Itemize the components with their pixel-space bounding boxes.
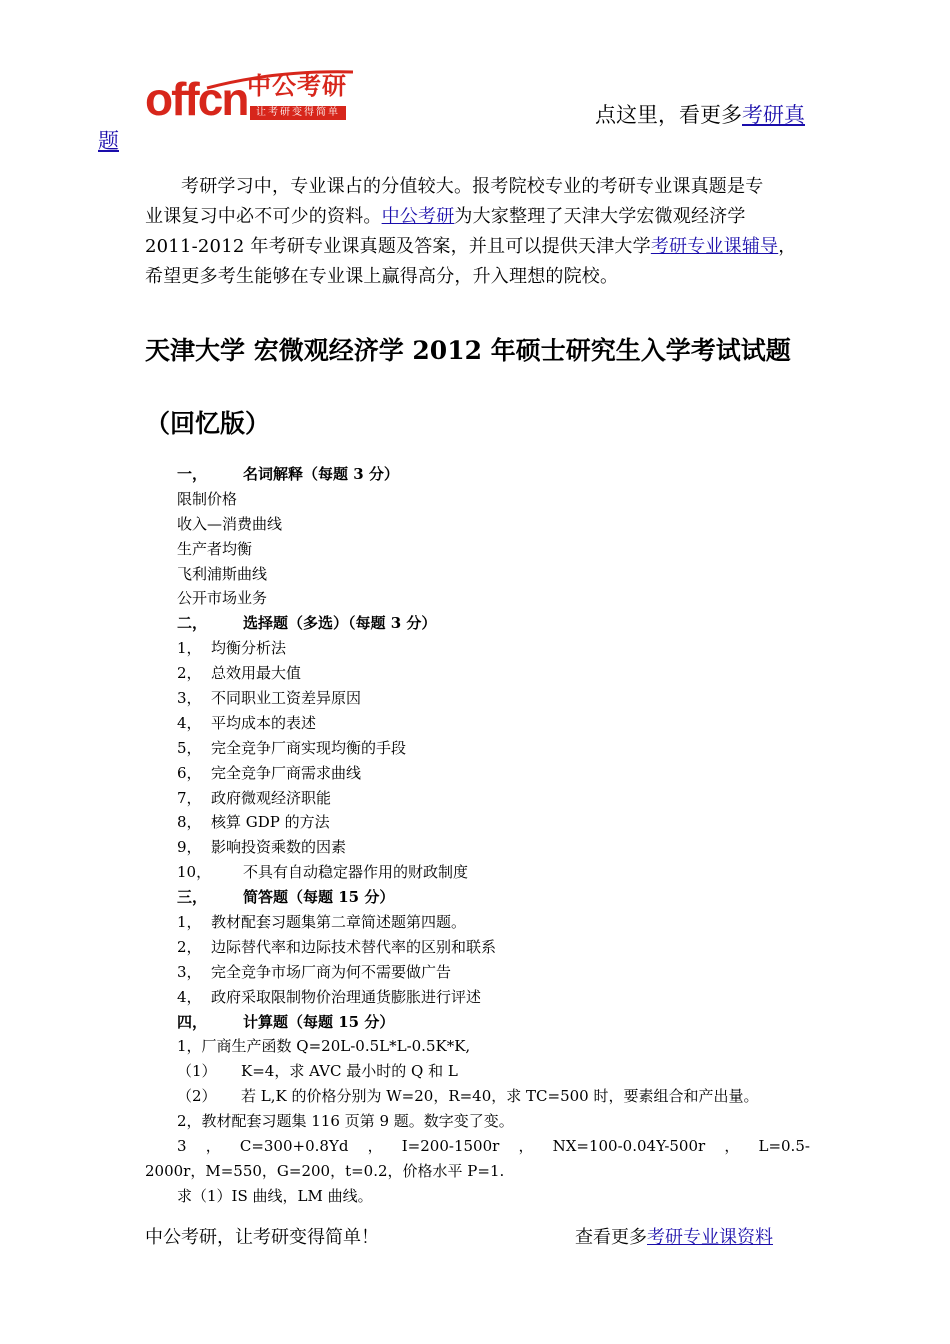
list-item <box>145 661 810 686</box>
item-text: 总效用最大值 <box>211 664 302 683</box>
item-number: 1， <box>177 913 202 932</box>
question-3 <box>145 1134 810 1159</box>
section-number: 三， <box>177 888 208 907</box>
exam-body <box>145 462 810 1209</box>
item-number: 2， <box>177 937 202 956</box>
question-1-part-1 <box>145 1059 810 1084</box>
page-subtitle: （回忆版） <box>145 409 271 438</box>
logo-slogan: 让考研变得简单 <box>250 106 346 120</box>
offcn-logo <box>145 68 355 124</box>
part-text: 若 L,K 的价格分别为 W=20，R=40，求 TC=500 时，要素组合和产出量。 <box>241 1087 759 1106</box>
q3-part: ， <box>518 1137 534 1156</box>
intro-paragraph <box>145 172 805 292</box>
item-number: 7， <box>177 788 202 807</box>
question-1: 1，厂商生产函数 Q=20L-0.5L*L-0.5K*K, <box>177 1037 471 1056</box>
item-text: 不具有自动稳定器作用的财政制度 <box>243 863 469 882</box>
logo-brand: offcn <box>145 73 248 125</box>
list-item <box>145 711 810 736</box>
part-text: K=4，求 AVC 最小时的 Q 和 L <box>241 1062 458 1081</box>
list-item <box>145 736 810 761</box>
item-number: 4， <box>177 713 202 732</box>
header-more-text-wrap <box>98 126 119 156</box>
header-more-text <box>595 100 805 130</box>
list-item: 限制价格 <box>177 489 238 508</box>
question-1-part-2 <box>145 1084 810 1109</box>
list-item: 公开市场业务 <box>177 589 268 608</box>
item-number: 6， <box>177 763 202 782</box>
item-number: 5， <box>177 738 202 757</box>
intro-text-e: ， <box>778 236 797 257</box>
offcn-link[interactable]: 中公考研 <box>381 206 455 227</box>
list-item <box>145 810 810 835</box>
item-text: 核算 GDP 的方法 <box>211 813 330 832</box>
section-heading-2 <box>145 611 810 636</box>
list-item <box>145 935 810 960</box>
intro-text-c: 为大家整理了天津大学宏微观经济学 <box>454 206 746 227</box>
item-text: 教材配套习题集第二章简述题第四题。 <box>211 913 467 932</box>
q3-part: 3 <box>177 1137 187 1156</box>
question-2: 2，教材配套习题集 116 页第 9 题。数字变了变。 <box>177 1112 514 1131</box>
footer-materials-link[interactable]: 考研专业课资料 <box>647 1227 773 1248</box>
item-number: 1， <box>177 639 202 658</box>
header-exam-link-cont[interactable]: 题 <box>98 129 119 153</box>
item-number: 3， <box>177 689 202 708</box>
item-text: 边际替代率和边际技术替代率的区别和联系 <box>211 937 497 956</box>
item-text: 影响投资乘数的因素 <box>211 838 347 857</box>
item-number: 2， <box>177 664 202 683</box>
question-3-ask: 求（1）IS 曲线，LM 曲线。 <box>177 1186 373 1205</box>
list-item: 收入—消费曲线 <box>177 514 283 533</box>
page-title: 天津大学 宏微观经济学 2012 年硕士研究生入学考试试题 <box>145 336 791 365</box>
intro-line-3 <box>145 232 805 262</box>
list-item <box>145 860 810 885</box>
section-number: 一， <box>177 465 208 483</box>
section-number: 二， <box>177 614 208 633</box>
part-number: （1） <box>177 1062 217 1081</box>
section-label: 计算题（每题 15 分） <box>243 1012 395 1031</box>
section-label: 简答题（每题 15 分） <box>243 888 395 907</box>
item-text: 平均成本的表述 <box>211 713 317 732</box>
list-item: 飞利浦斯曲线 <box>177 564 268 583</box>
section-label: 选择题（多选）（每题 3 分） <box>243 614 437 633</box>
item-text: 完全竞争厂商需求曲线 <box>211 763 362 782</box>
intro-text-a: 考研学习中，专业课占的分值较大。报考院校专业的考研专业课真题是专 <box>181 176 764 197</box>
list-item <box>145 835 810 860</box>
q3-part: NX=100-0.04Y-500r <box>552 1137 706 1156</box>
header-prefix: 点这里，看更多 <box>595 103 742 127</box>
item-number: 4， <box>177 987 202 1006</box>
item-text: 政府采取限制物价治理通货膨胀进行评述 <box>211 987 482 1006</box>
section-heading-3 <box>145 885 810 910</box>
list-item <box>145 636 810 661</box>
footer-more <box>575 1224 773 1252</box>
list-item <box>145 985 810 1010</box>
section-label: 名词解释（每题 3 分） <box>243 465 399 483</box>
section-heading-1 <box>145 462 810 487</box>
intro-text-d: 2011-2012 年考研专业课真题及答案，并且可以提供天津大学 <box>145 236 651 257</box>
item-text: 完全竞争厂商实现均衡的手段 <box>211 738 407 757</box>
list-item <box>145 761 810 786</box>
item-text: 均衡分析法 <box>211 639 287 658</box>
logo-name: 中公考研 <box>247 72 347 100</box>
part-number: （2） <box>177 1087 217 1106</box>
intro-line-4 <box>145 262 805 292</box>
intro-text-b: 业课复习中必不可少的资料。 <box>145 206 382 227</box>
intro-line-2 <box>145 202 805 232</box>
list-item <box>145 910 810 935</box>
q3-part: I=200-1500r <box>401 1137 500 1156</box>
footer-slogan: 中公考研，让考研变得简单！ <box>145 1227 379 1248</box>
item-text: 完全竞争市场厂商为何不需要做广告 <box>211 962 452 981</box>
q3-part: L=0.5- <box>758 1137 810 1156</box>
section-number: 四， <box>177 1012 208 1031</box>
item-number: 8， <box>177 813 202 832</box>
footer-more-prefix: 查看更多 <box>575 1227 647 1248</box>
tutoring-link[interactable]: 考研专业课辅导 <box>650 236 779 257</box>
list-item: 生产者均衡 <box>177 539 253 558</box>
intro-text-f: 希望更多考生能够在专业课上赢得高分，升入理想的院校。 <box>145 266 619 287</box>
item-number: 9， <box>177 838 202 857</box>
item-number: 10， <box>177 863 212 882</box>
header-exam-link[interactable]: 考研真 <box>742 103 805 127</box>
section-heading-4 <box>145 1010 810 1035</box>
q3-part: ， <box>205 1137 221 1156</box>
list-item <box>145 686 810 711</box>
list-item <box>145 960 810 985</box>
q3-part: ， <box>367 1137 383 1156</box>
intro-line-1 <box>145 172 805 202</box>
list-item <box>145 786 810 811</box>
item-text: 政府微观经济职能 <box>211 788 332 807</box>
q3-part: C=300+0.8Yd <box>239 1137 349 1156</box>
item-text: 不同职业工资差异原因 <box>211 689 362 708</box>
q3-part: ， <box>724 1137 740 1156</box>
item-number: 3， <box>177 962 202 981</box>
question-3-continued: 2000r，M=550，G=200，t=0.2，价格水平 P=1. <box>145 1161 505 1180</box>
